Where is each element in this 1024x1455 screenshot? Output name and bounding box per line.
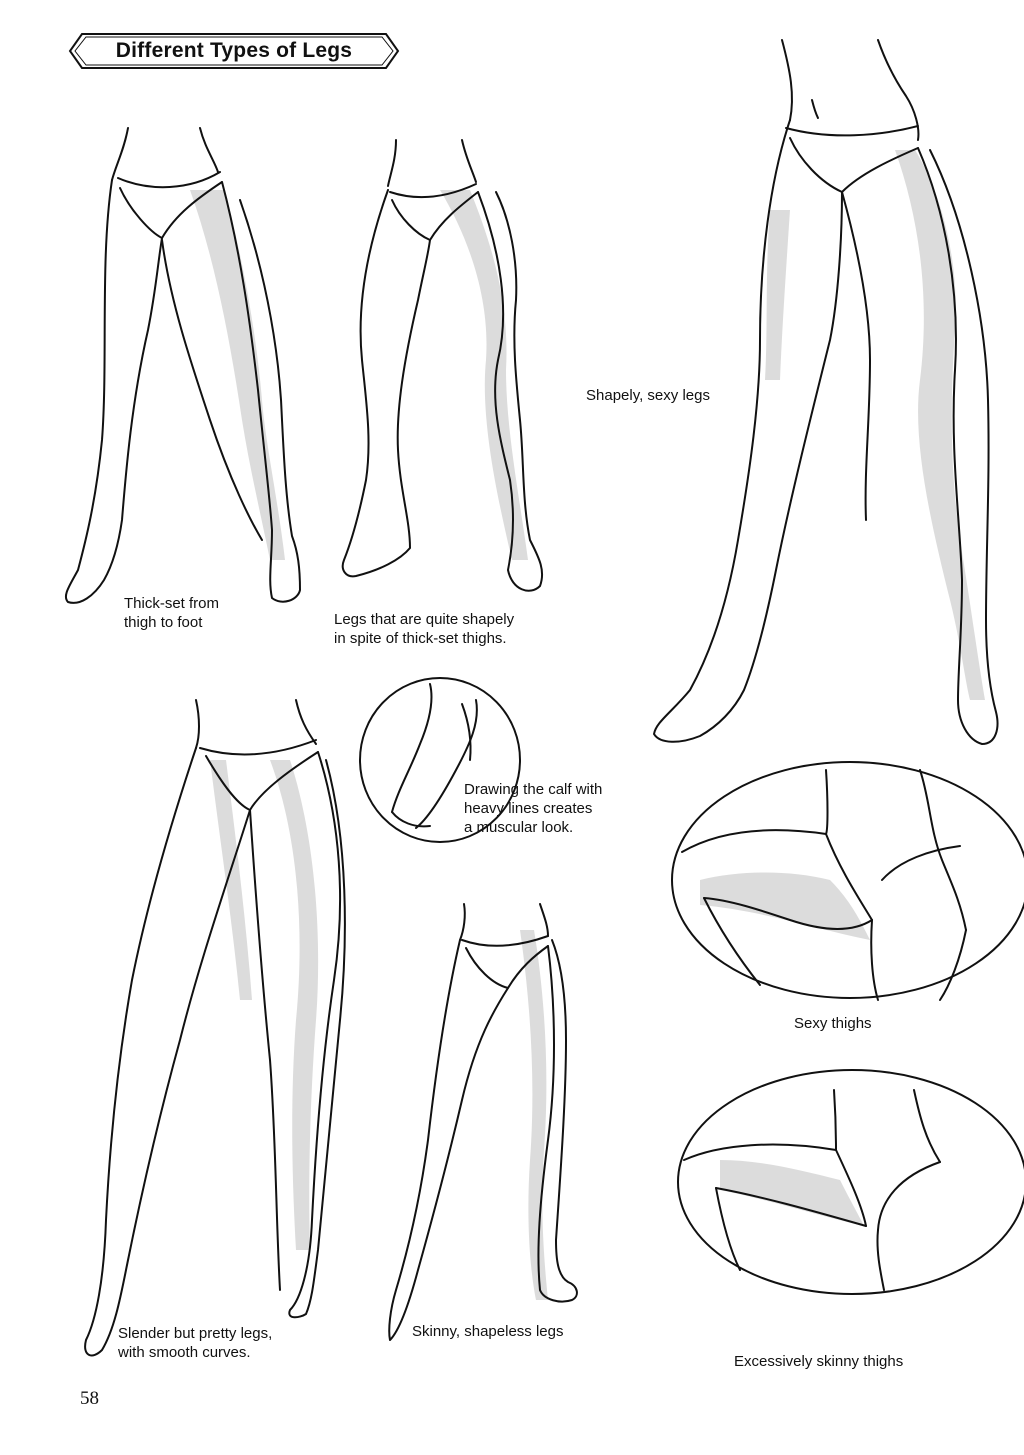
- caption-line: Legs that are quite shapely: [334, 611, 515, 628]
- caption-slender: [118, 1324, 272, 1362]
- caption-thick-set: [124, 594, 219, 632]
- caption-line: thigh to foot: [124, 614, 203, 631]
- caption-line: a muscular look.: [464, 819, 574, 836]
- caption-shapely-sexy: [586, 386, 710, 405]
- caption-skinny: [412, 1322, 563, 1341]
- caption-line: with smooth curves.: [118, 1344, 251, 1361]
- caption-line: Excessively skinny thighs: [734, 1353, 904, 1370]
- caption-line: in spite of thick-set thighs.: [334, 630, 507, 647]
- caption-line: Skinny, shapeless legs: [412, 1323, 564, 1340]
- caption-line: Thick-set from: [124, 595, 220, 612]
- shapely-thick-legs-illustration: [343, 140, 542, 591]
- skinny-thighs-detail-illustration: [678, 1070, 1024, 1294]
- slender-legs-illustration: [85, 700, 345, 1355]
- page-title: Different Types of Legs: [115, 39, 353, 62]
- caption-skinny-thighs: [734, 1352, 903, 1371]
- caption-line: Drawing the calf with: [464, 781, 603, 798]
- caption-sexy-thighs: [794, 1014, 872, 1033]
- thick-set-legs-illustration: [66, 128, 300, 603]
- caption-line: heavy lines creates: [464, 800, 593, 817]
- caption-calf: [464, 780, 602, 837]
- page-number: 58: [80, 1388, 99, 1409]
- skinny-legs-illustration: [389, 904, 577, 1340]
- caption-shapely-thick: [334, 610, 514, 648]
- caption-line: Slender but pretty legs,: [118, 1325, 273, 1342]
- caption-line: Sexy thighs: [794, 1015, 872, 1032]
- sexy-thighs-detail-illustration: [672, 762, 1024, 1000]
- caption-line: Shapely, sexy legs: [586, 387, 710, 404]
